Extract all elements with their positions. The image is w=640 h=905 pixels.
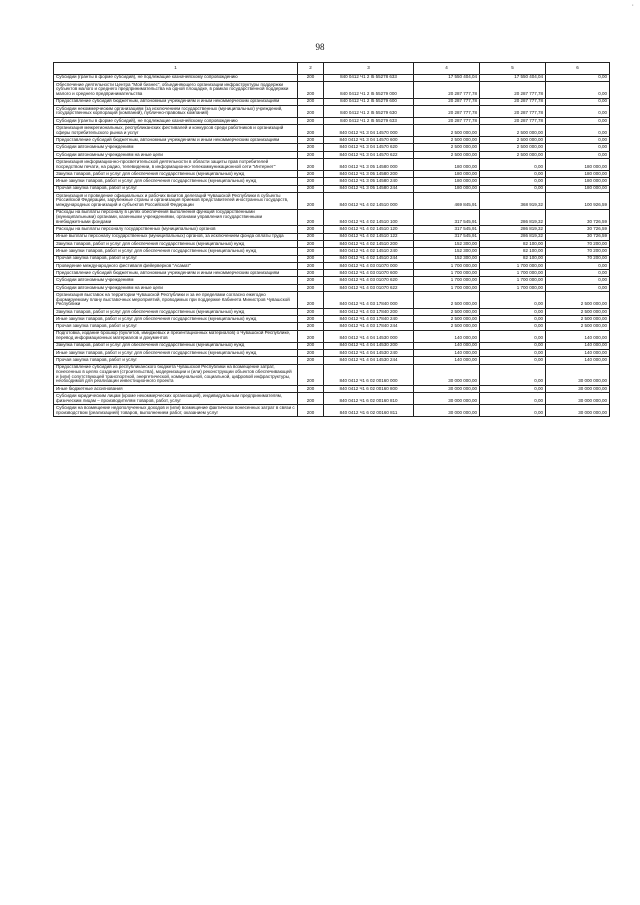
row-amount-b: 140 000,00 xyxy=(546,357,610,364)
row-code-a: 200 xyxy=(298,385,324,392)
table-row xyxy=(54,292,610,309)
row-budget-code: 840 0412 Ч1 4 02 14510 122 xyxy=(324,233,414,240)
table-row xyxy=(54,342,610,349)
table-row xyxy=(54,364,610,385)
row-budget-code: 840 0412 Ч1 4 04 14530 240 xyxy=(324,349,414,356)
row-code-a: 200 xyxy=(298,342,324,349)
table-row xyxy=(54,185,610,192)
row-budget-code: 840 0412 Ч1 4 02 14510 000 xyxy=(324,192,414,209)
row-budget-code: 840 0412 Ч1 4 02 14510 244 xyxy=(324,255,414,262)
row-amount-a: 0,00 xyxy=(480,405,546,417)
row-amount-total: 30 000 000,00 xyxy=(414,385,480,392)
row-amount-b: 70 200,00 xyxy=(546,255,610,262)
row-amount-b: 0,00 xyxy=(546,284,610,291)
row-budget-code: 840 0412 Ч1 6 02 00160 810 xyxy=(324,393,414,405)
row-description: Субсидии (гранты в форме субсидий), не подлежащие казначейскому сопровождению xyxy=(54,117,298,124)
table-row xyxy=(54,105,610,117)
row-code-a: 200 xyxy=(298,393,324,405)
row-code-a: 200 xyxy=(298,125,324,137)
table-body xyxy=(54,63,610,417)
row-amount-b: 0,00 xyxy=(546,74,610,81)
row-amount-b: 180 000,00 xyxy=(546,185,610,192)
row-amount-total: 140 000,00 xyxy=(414,342,480,349)
row-code-a: 200 xyxy=(298,137,324,144)
budget-table xyxy=(53,62,610,417)
row-amount-a: 82 100,00 xyxy=(480,240,546,247)
table-row xyxy=(54,209,610,226)
row-budget-code: 840 0412 Ч1 4 02 14510 120 xyxy=(324,226,414,233)
row-budget-code: 840 0412 Ч1 3 05 14580 000 xyxy=(324,159,414,171)
header-col-4: 4 xyxy=(414,63,480,75)
row-amount-a: 286 819,32 xyxy=(480,226,546,233)
row-amount-b: 0,00 xyxy=(546,277,610,284)
row-amount-total: 2 500 000,00 xyxy=(414,292,480,309)
corner-mark: · xyxy=(631,2,634,9)
row-budget-code: 840 0412 Ч1 4 03 01070 622 xyxy=(324,284,414,291)
row-description: Прочая закупка товаров, работ и услуг xyxy=(54,255,298,262)
table-row xyxy=(54,171,610,178)
row-amount-total: 1 700 000,00 xyxy=(414,284,480,291)
row-description: Субсидии юридическим лицам (кроме некоммерческих организаций), индивидуальным предпринимателям, физическим лицам – производителям товаров, работ, услуг xyxy=(54,393,298,405)
header-col-3: 3 xyxy=(324,63,414,75)
table-row xyxy=(54,117,610,124)
row-description: Организация выставок на территории Чувашской Республики и за ее пределами согласно ежегодно формируемому плану выставочных мероприятий, проводимых при поддержке Кабинета Министров Чувашской Республики xyxy=(54,292,298,309)
row-amount-b: 180 000,00 xyxy=(546,159,610,171)
row-description: Закупка товаров, работ и услуг для обеспечения государственных (муниципальных) нужд xyxy=(54,240,298,247)
row-amount-a: 0,00 xyxy=(480,292,546,309)
row-amount-total: 2 500 000,00 xyxy=(414,137,480,144)
row-code-a: 200 xyxy=(298,105,324,117)
table-row xyxy=(54,270,610,277)
row-budget-code: 840 0412 Ч1 2 I5 55278 633 xyxy=(324,74,414,81)
row-amount-b: 70 200,00 xyxy=(546,248,610,255)
row-amount-a: 0,00 xyxy=(480,308,546,315)
row-amount-b: 0,00 xyxy=(546,117,610,124)
row-amount-a: 0,00 xyxy=(480,316,546,323)
row-amount-a: 1 700 000,00 xyxy=(480,284,546,291)
row-amount-a: 0,00 xyxy=(480,323,546,330)
row-budget-code: 840 0412 Ч1 2 I5 55279 000 xyxy=(324,81,414,98)
table-row xyxy=(54,255,610,262)
row-code-a: 200 xyxy=(298,209,324,226)
row-amount-b: 2 500 000,00 xyxy=(546,292,610,309)
row-amount-b: 0,00 xyxy=(546,105,610,117)
table-row xyxy=(54,74,610,81)
row-description: Иные закупки товаров, работ и услуг для обеспечения государственных (муниципальных) нужд xyxy=(54,316,298,323)
header-col-1: 1 xyxy=(54,63,298,75)
row-budget-code: 840 0412 Ч1 4 03 01070 000 xyxy=(324,262,414,269)
row-budget-code: 840 0412 Ч1 2 I5 55279 630 xyxy=(324,105,414,117)
row-description: Предоставление субсидий бюджетным, автономным учреждениям и иным некоммерческим организациям xyxy=(54,137,298,144)
row-amount-a: 17 550 404,04 xyxy=(480,74,546,81)
row-amount-b: 30 726,59 xyxy=(546,209,610,226)
row-code-a: 200 xyxy=(298,405,324,417)
row-code-a: 200 xyxy=(298,330,324,342)
table-row xyxy=(54,405,610,417)
row-budget-code: 840 0412 Ч1 4 04 14530 244 xyxy=(324,357,414,364)
row-budget-code: 840 0412 Ч1 3 04 14570 000 xyxy=(324,125,414,137)
row-code-a: 200 xyxy=(298,74,324,81)
row-amount-b: 180 000,00 xyxy=(546,178,610,185)
table-row xyxy=(54,393,610,405)
table-row xyxy=(54,323,610,330)
row-description: Расходы на выплаты персоналу в целях обеспечения выполнения функций государственными (муниципальными) органами, казенными учреждениями, органами управления государственными внебюджетными фондами xyxy=(54,209,298,226)
row-amount-total: 20 287 777,78 xyxy=(414,81,480,98)
row-amount-b: 30 000 000,00 xyxy=(546,364,610,385)
row-code-a: 200 xyxy=(298,284,324,291)
row-amount-a: 1 700 000,00 xyxy=(480,262,546,269)
row-budget-code: 840 0412 Ч1 6 02 00160 811 xyxy=(324,405,414,417)
table-row xyxy=(54,81,610,98)
row-amount-total: 20 287 777,78 xyxy=(414,117,480,124)
row-description: Иные бюджетные ассигнования xyxy=(54,385,298,392)
row-code-a: 200 xyxy=(298,292,324,309)
row-description: Субсидии автономным учреждениям xyxy=(54,277,298,284)
row-amount-b: 2 500 000,00 xyxy=(546,316,610,323)
row-budget-code: 840 0412 Ч1 4 02 14510 200 xyxy=(324,240,414,247)
row-amount-a: 1 700 000,00 xyxy=(480,270,546,277)
row-code-a: 200 xyxy=(298,144,324,151)
row-amount-total: 317 545,91 xyxy=(414,209,480,226)
row-description: Закупка товаров, работ и услуг для обеспечения государственных (муниципальных) нужд xyxy=(54,171,298,178)
row-amount-total: 2 500 000,00 xyxy=(414,125,480,137)
row-code-a: 200 xyxy=(298,349,324,356)
row-amount-total: 2 500 000,00 xyxy=(414,316,480,323)
row-amount-total: 140 000,00 xyxy=(414,357,480,364)
row-amount-total: 1 700 000,00 xyxy=(414,277,480,284)
row-code-a: 200 xyxy=(298,178,324,185)
row-amount-b: 180 000,00 xyxy=(546,171,610,178)
row-amount-total: 152 300,00 xyxy=(414,248,480,255)
row-amount-total: 17 550 404,04 xyxy=(414,74,480,81)
row-code-a: 200 xyxy=(298,171,324,178)
table-row xyxy=(54,349,610,356)
row-amount-a: 286 819,32 xyxy=(480,233,546,240)
row-description: Субсидии автономным учреждениям xyxy=(54,144,298,151)
row-description: Субсидии (гранты в форме субсидий), не подлежащие казначейскому сопровождению xyxy=(54,74,298,81)
row-amount-total: 30 000 000,00 xyxy=(414,364,480,385)
row-amount-a: 82 100,00 xyxy=(480,255,546,262)
row-amount-b: 30 000 000,00 xyxy=(546,393,610,405)
table-row xyxy=(54,233,610,240)
row-amount-a: 2 500 000,00 xyxy=(480,144,546,151)
row-amount-a: 286 819,32 xyxy=(480,209,546,226)
row-amount-b: 0,00 xyxy=(546,125,610,137)
table-row xyxy=(54,240,610,247)
row-description: Обеспечение деятельности Центра "Мой бизнес", объединяющего организации инфраструктуры поддержки субъектов малого и среднего предпринимательства на одной площадке, в рамках государственной поддержки малого и среднего предпринимательства xyxy=(54,81,298,98)
row-code-a: 200 xyxy=(298,277,324,284)
row-amount-b: 140 000,00 xyxy=(546,342,610,349)
row-description: Организация информационно-просветительской деятельности в области защиты прав потребителей посредством печати, на радио, телевидении, в информационно-телекоммуникационной сети "Интернет" xyxy=(54,159,298,171)
table-row xyxy=(54,330,610,342)
row-description: Иные закупки товаров, работ и услуг для обеспечения государственных (муниципальных) нужд xyxy=(54,248,298,255)
row-budget-code: 840 0412 Ч1 2 I5 55279 633 xyxy=(324,117,414,124)
row-amount-a: 2 500 000,00 xyxy=(480,151,546,158)
row-amount-b: 2 500 000,00 xyxy=(546,308,610,315)
table-row xyxy=(54,98,610,105)
table-row xyxy=(54,137,610,144)
row-description: Подготовка, издание брошюр (буклетов, имиджевых и презентационных материалов) о Чувашской Республике, перевод информационных материалов и документов xyxy=(54,330,298,342)
row-budget-code: 840 0412 Ч1 2 I5 55279 600 xyxy=(324,98,414,105)
row-amount-total: 140 000,00 xyxy=(414,349,480,356)
table-row xyxy=(54,248,610,255)
table-row xyxy=(54,144,610,151)
row-budget-code: 840 0412 Ч1 4 03 17840 244 xyxy=(324,323,414,330)
row-budget-code: 840 0412 Ч1 6 02 00160 000 xyxy=(324,364,414,385)
row-description: Предоставление субсидий бюджетным, автономным учреждениям и иным некоммерческим организациям xyxy=(54,98,298,105)
row-description: Закупка товаров, работ и услуг для обеспечения государственных (муниципальных) нужд xyxy=(54,342,298,349)
row-budget-code: 840 0412 Ч1 4 03 17840 240 xyxy=(324,316,414,323)
row-amount-a: 0,00 xyxy=(480,171,546,178)
row-amount-a: 0,00 xyxy=(480,393,546,405)
row-amount-b: 30 000 000,00 xyxy=(546,385,610,392)
row-code-a: 200 xyxy=(298,248,324,255)
row-description: Субсидии автономным учреждениям на иные цели xyxy=(54,151,298,158)
row-description: Расходы на выплаты персоналу государственных (муниципальных) органов xyxy=(54,226,298,233)
table-row xyxy=(54,226,610,233)
row-description: Иные закупки товаров, работ и услуг для обеспечения государственных (муниципальных) нужд xyxy=(54,349,298,356)
row-budget-code: 840 0412 Ч1 4 04 14530 200 xyxy=(324,342,414,349)
row-amount-a: 20 287 777,78 xyxy=(480,81,546,98)
row-amount-total: 30 000 000,00 xyxy=(414,405,480,417)
row-description: Организация межрегиональных, республиканских фестивалей и конкурсов среди работников и организаций сферы потребительского рынка и услуг xyxy=(54,125,298,137)
row-amount-a: 2 500 000,00 xyxy=(480,137,546,144)
row-description: Предоставление субсидий бюджетным, автономным учреждениям и иным некоммерческим организациям xyxy=(54,270,298,277)
row-description: Иные закупки товаров, работ и услуг для обеспечения государственных (муниципальных) нужд xyxy=(54,178,298,185)
row-code-a: 200 xyxy=(298,159,324,171)
row-budget-code: 840 0412 Ч1 4 03 01070 620 xyxy=(324,277,414,284)
row-budget-code: 840 0412 Ч1 4 04 14530 000 xyxy=(324,330,414,342)
row-amount-a: 20 287 777,78 xyxy=(480,98,546,105)
row-code-a: 200 xyxy=(298,240,324,247)
row-amount-total: 180 000,00 xyxy=(414,171,480,178)
row-description: Прочая закупка товаров, работ и услуг xyxy=(54,357,298,364)
row-amount-a: 0,00 xyxy=(480,357,546,364)
row-amount-b: 30 726,59 xyxy=(546,226,610,233)
table-row xyxy=(54,151,610,158)
row-amount-a: 0,00 xyxy=(480,385,546,392)
table-row xyxy=(54,192,610,209)
row-description: Организация и проведение официальных и рабочих визитов делегаций Чувашской Республики в субъекты Российской Федерации, зарубежные страны и организация приемов представителей иностранных государств, международных организаций и субъектов Российской Федерации xyxy=(54,192,298,209)
row-budget-code: 840 0412 Ч1 3 04 14570 620 xyxy=(324,144,414,151)
row-amount-a: 0,00 xyxy=(480,178,546,185)
row-amount-a: 0,00 xyxy=(480,185,546,192)
header-col-6: 6 xyxy=(546,63,610,75)
table-row xyxy=(54,277,610,284)
row-budget-code: 840 0412 Ч1 3 04 14570 622 xyxy=(324,151,414,158)
row-amount-total: 20 287 777,78 xyxy=(414,105,480,117)
row-amount-b: 0,00 xyxy=(546,262,610,269)
row-amount-total: 152 300,00 xyxy=(414,255,480,262)
row-amount-total: 2 500 000,00 xyxy=(414,323,480,330)
row-amount-b: 0,00 xyxy=(546,144,610,151)
row-code-a: 200 xyxy=(298,117,324,124)
row-amount-b: 100 926,59 xyxy=(546,192,610,209)
row-budget-code: 840 0412 Ч1 4 03 01070 600 xyxy=(324,270,414,277)
row-description: Проведение международного фестиваля фейерверков "Асамат" xyxy=(54,262,298,269)
row-description: Субсидии автономным учреждениям на иные цели xyxy=(54,284,298,291)
row-amount-total: 2 500 000,00 xyxy=(414,151,480,158)
row-amount-total: 469 845,91 xyxy=(414,192,480,209)
row-amount-total: 2 500 000,00 xyxy=(414,144,480,151)
row-amount-total: 317 545,91 xyxy=(414,226,480,233)
row-amount-a: 20 287 777,78 xyxy=(480,105,546,117)
row-amount-total: 180 000,00 xyxy=(414,159,480,171)
row-budget-code: 840 0412 Ч1 4 02 14510 100 xyxy=(324,209,414,226)
row-amount-b: 0,00 xyxy=(546,81,610,98)
row-description: Субсидии на возмещение недополученных доходов и (или) возмещение фактически понесенных затрат в связи с производством (реализацией) товаров, выполнением работ, оказанием услуг xyxy=(54,405,298,417)
row-amount-b: 0,00 xyxy=(546,270,610,277)
row-code-a: 200 xyxy=(298,192,324,209)
row-amount-total: 152 300,00 xyxy=(414,240,480,247)
row-code-a: 200 xyxy=(298,185,324,192)
row-code-a: 200 xyxy=(298,270,324,277)
row-amount-total: 140 000,00 xyxy=(414,330,480,342)
row-amount-a: 0,00 xyxy=(480,159,546,171)
row-amount-b: 140 000,00 xyxy=(546,330,610,342)
table-row xyxy=(54,159,610,171)
row-code-a: 200 xyxy=(298,316,324,323)
row-amount-total: 2 500 000,00 xyxy=(414,308,480,315)
table-row xyxy=(54,316,610,323)
row-description: Субсидии некоммерческим организациям (за исключением государственных (муниципальных) учреждений, государственных корпораций (компаний), публично-правовых компаний) xyxy=(54,105,298,117)
row-amount-b: 70 200,00 xyxy=(546,240,610,247)
row-budget-code: 840 0412 Ч1 6 02 00160 800 xyxy=(324,385,414,392)
row-description: Закупка товаров, работ и услуг для обеспечения государственных (муниципальных) нужд xyxy=(54,308,298,315)
row-amount-b: 30 000 000,00 xyxy=(546,405,610,417)
row-budget-code: 840 0412 Ч1 3 05 14580 240 xyxy=(324,178,414,185)
row-amount-total: 20 287 777,78 xyxy=(414,98,480,105)
row-budget-code: 840 0412 Ч1 4 03 17840 200 xyxy=(324,308,414,315)
row-code-a: 200 xyxy=(298,357,324,364)
row-amount-total: 1 700 000,00 xyxy=(414,262,480,269)
row-amount-b: 2 500 000,00 xyxy=(546,323,610,330)
table-row xyxy=(54,308,610,315)
table-row xyxy=(54,385,610,392)
row-amount-total: 180 000,00 xyxy=(414,185,480,192)
row-code-a: 200 xyxy=(298,233,324,240)
row-budget-code: 840 0412 Ч1 3 05 14580 200 xyxy=(324,171,414,178)
row-code-a: 200 xyxy=(298,364,324,385)
row-description: Предоставление субсидий из республиканского бюджета Чувашской Республики на возмещение затрат, понесенных в целях создания (строительства), модернизации и (или) реконструкции объектов обеспечивающей и (или) сопутствующей транспортной, энергетической, коммунальной, социальной, цифровой инфраструктуры, необходимой для реализации инвестиционного проекта xyxy=(54,364,298,385)
row-amount-b: 0,00 xyxy=(546,137,610,144)
row-amount-total: 1 700 000,00 xyxy=(414,270,480,277)
table-row xyxy=(54,357,610,364)
row-code-a: 200 xyxy=(298,226,324,233)
header-col-2: 2 xyxy=(298,63,324,75)
row-code-a: 200 xyxy=(298,308,324,315)
row-amount-b: 0,00 xyxy=(546,151,610,158)
row-code-a: 200 xyxy=(298,255,324,262)
row-budget-code: 840 0412 Ч1 4 03 17840 000 xyxy=(324,292,414,309)
row-amount-b: 140 000,00 xyxy=(546,349,610,356)
row-budget-code: 840 0412 Ч1 4 02 14510 240 xyxy=(324,248,414,255)
row-description: Иные выплаты персоналу государственных (муниципальных) органов, за исключением фонда оплаты труда xyxy=(54,233,298,240)
row-amount-b: 0,00 xyxy=(546,98,610,105)
row-amount-total: 317 545,91 xyxy=(414,233,480,240)
row-amount-a: 368 919,32 xyxy=(480,192,546,209)
table-row xyxy=(54,284,610,291)
row-code-a: 200 xyxy=(298,81,324,98)
row-amount-a: 20 287 777,78 xyxy=(480,117,546,124)
row-amount-total: 30 000 000,00 xyxy=(414,393,480,405)
row-budget-code: 840 0412 Ч1 3 05 14580 244 xyxy=(324,185,414,192)
row-code-a: 200 xyxy=(298,151,324,158)
row-amount-a: 82 100,00 xyxy=(480,248,546,255)
row-description: Прочая закупка товаров, работ и услуг xyxy=(54,185,298,192)
row-amount-a: 0,00 xyxy=(480,364,546,385)
row-amount-a: 0,00 xyxy=(480,342,546,349)
row-code-a: 200 xyxy=(298,323,324,330)
row-amount-a: 0,00 xyxy=(480,330,546,342)
row-amount-a: 0,00 xyxy=(480,349,546,356)
row-code-a: 200 xyxy=(298,98,324,105)
row-amount-a: 1 700 000,00 xyxy=(480,277,546,284)
row-amount-b: 30 726,59 xyxy=(546,233,610,240)
table-row xyxy=(54,178,610,185)
table-row xyxy=(54,262,610,269)
header-col-5: 5 xyxy=(480,63,546,75)
row-description: Прочая закупка товаров, работ и услуг xyxy=(54,323,298,330)
row-budget-code: 840 0412 Ч1 3 04 14570 600 xyxy=(324,137,414,144)
row-amount-a: 2 500 000,00 xyxy=(480,125,546,137)
table-header-row xyxy=(54,63,610,75)
row-code-a: 200 xyxy=(298,262,324,269)
row-amount-total: 180 000,00 xyxy=(414,178,480,185)
table-row xyxy=(54,125,610,137)
page-number: 98 xyxy=(315,42,325,52)
